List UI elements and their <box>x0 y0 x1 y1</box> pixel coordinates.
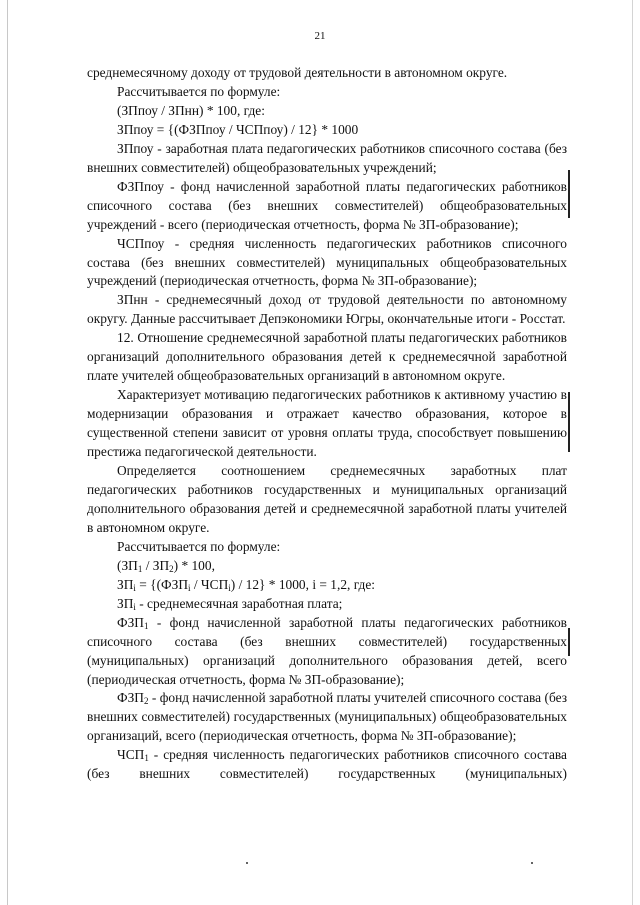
indicator-12-definition: Определяется соотношением среднемесячных заработных плат педагогических работников государственных и муниципальных организаций дополнительного образования детей и среднемесячной заработной платы учителей в автономном округе. <box>87 463 567 535</box>
scan-speck <box>246 862 248 864</box>
page-number: 21 <box>314 30 326 42</box>
indicator-12-heading: 12. Отношение среднемесячной заработной платы педагогических работников организаций дополнительного образования детей к среднемесячной заработной плате учителей общеобразовательных организаций в автономном округе. <box>87 330 567 384</box>
term-zppou: ЗПпоу - заработная плата педагогических работников списочного состава (без внешних совместителей) общеобразовательных учреждений; <box>87 140 567 175</box>
term-fzp1: $ФЗП_1$ - фонд начисленной заработной платы педагогических работников списочного состава (без внешних совместителей) государственных (муниципальных) организаций дополнительного образования детей, всего (периодическая отчетность, форма № ЗП-образование); <box>87 614 567 687</box>
scan-margin-mark <box>568 392 570 452</box>
formula-definition-2: $ЗП_i = \{(ФЗП_i / ЧСП_i) / 12\} * 1000$, i = 1,2, где: <box>117 576 376 593</box>
term-zpi: $ЗП_i$ - среднемесячная заработная плата; <box>117 595 343 612</box>
term-fzp2: $ФЗП_2$ - фонд начисленной заработной платы учителей списочного состава (без внешних совместителей) государственных (муниципальных) общеобразовательных организаций, всего (периодическая отчетность, форма № ЗП-образование); <box>87 690 567 744</box>
scan-speck <box>531 862 533 864</box>
paragraph-continuation: среднемесячному доходу от трудовой деятельности в автономном округе. <box>87 65 508 80</box>
formula-ratio-2: $(ЗП_1 / ЗП_2) * 100$, <box>117 557 215 574</box>
indicator-12-description: Характеризует мотивацию педагогических работников к активному участию в модернизации образования и отражает качество образования, которое в существенной степени зависит от уровня оплаты труда, способствует повышению престижа педагогической деятельности. <box>87 387 567 460</box>
formula-intro-2: Рассчитывается по формуле: <box>117 538 281 554</box>
scan-margin-mark <box>568 628 570 656</box>
term-zpnn: ЗПнн - среднемесячный доход от трудовой деятельности по автономному округу. Данные рассчитывает Депэкономики Югры, окончательные итоги - Росстат. <box>87 292 567 327</box>
scan-left-edge <box>7 0 8 905</box>
scan-margin-mark <box>568 170 570 218</box>
formula-ratio: (ЗПпоу / ЗПнн) * 100, где: <box>117 102 265 118</box>
document-body <box>87 64 567 784</box>
scan-right-edge <box>632 0 633 905</box>
term-chsppou: ЧСПпоу - средняя численность педагогических работников списочного состава (без внешних совместителей) муниципальных общеобразовательных учреждений (периодическая отчетность, форма № ЗП-образование); <box>87 235 567 289</box>
formula-definition: ЗПпоу = {(ФЗПпоу / ЧСПпоу) / 12} * 1000 <box>117 121 359 137</box>
formula-intro: Рассчитывается по формуле: <box>117 83 281 99</box>
term-fzppou: ФЗПпоу - фонд начисленной заработной платы педагогических работников списочного состава (без внешних совместителей) общеобразовательных учреждений - всего (периодическая отчетность, форма № ЗП-образование); <box>87 178 567 232</box>
term-chsp1: $ЧСП_1$ - средняя численность педагогических работников списочного состава (без внешних совместителей) государственных (муниципальных) <box>87 747 567 782</box>
